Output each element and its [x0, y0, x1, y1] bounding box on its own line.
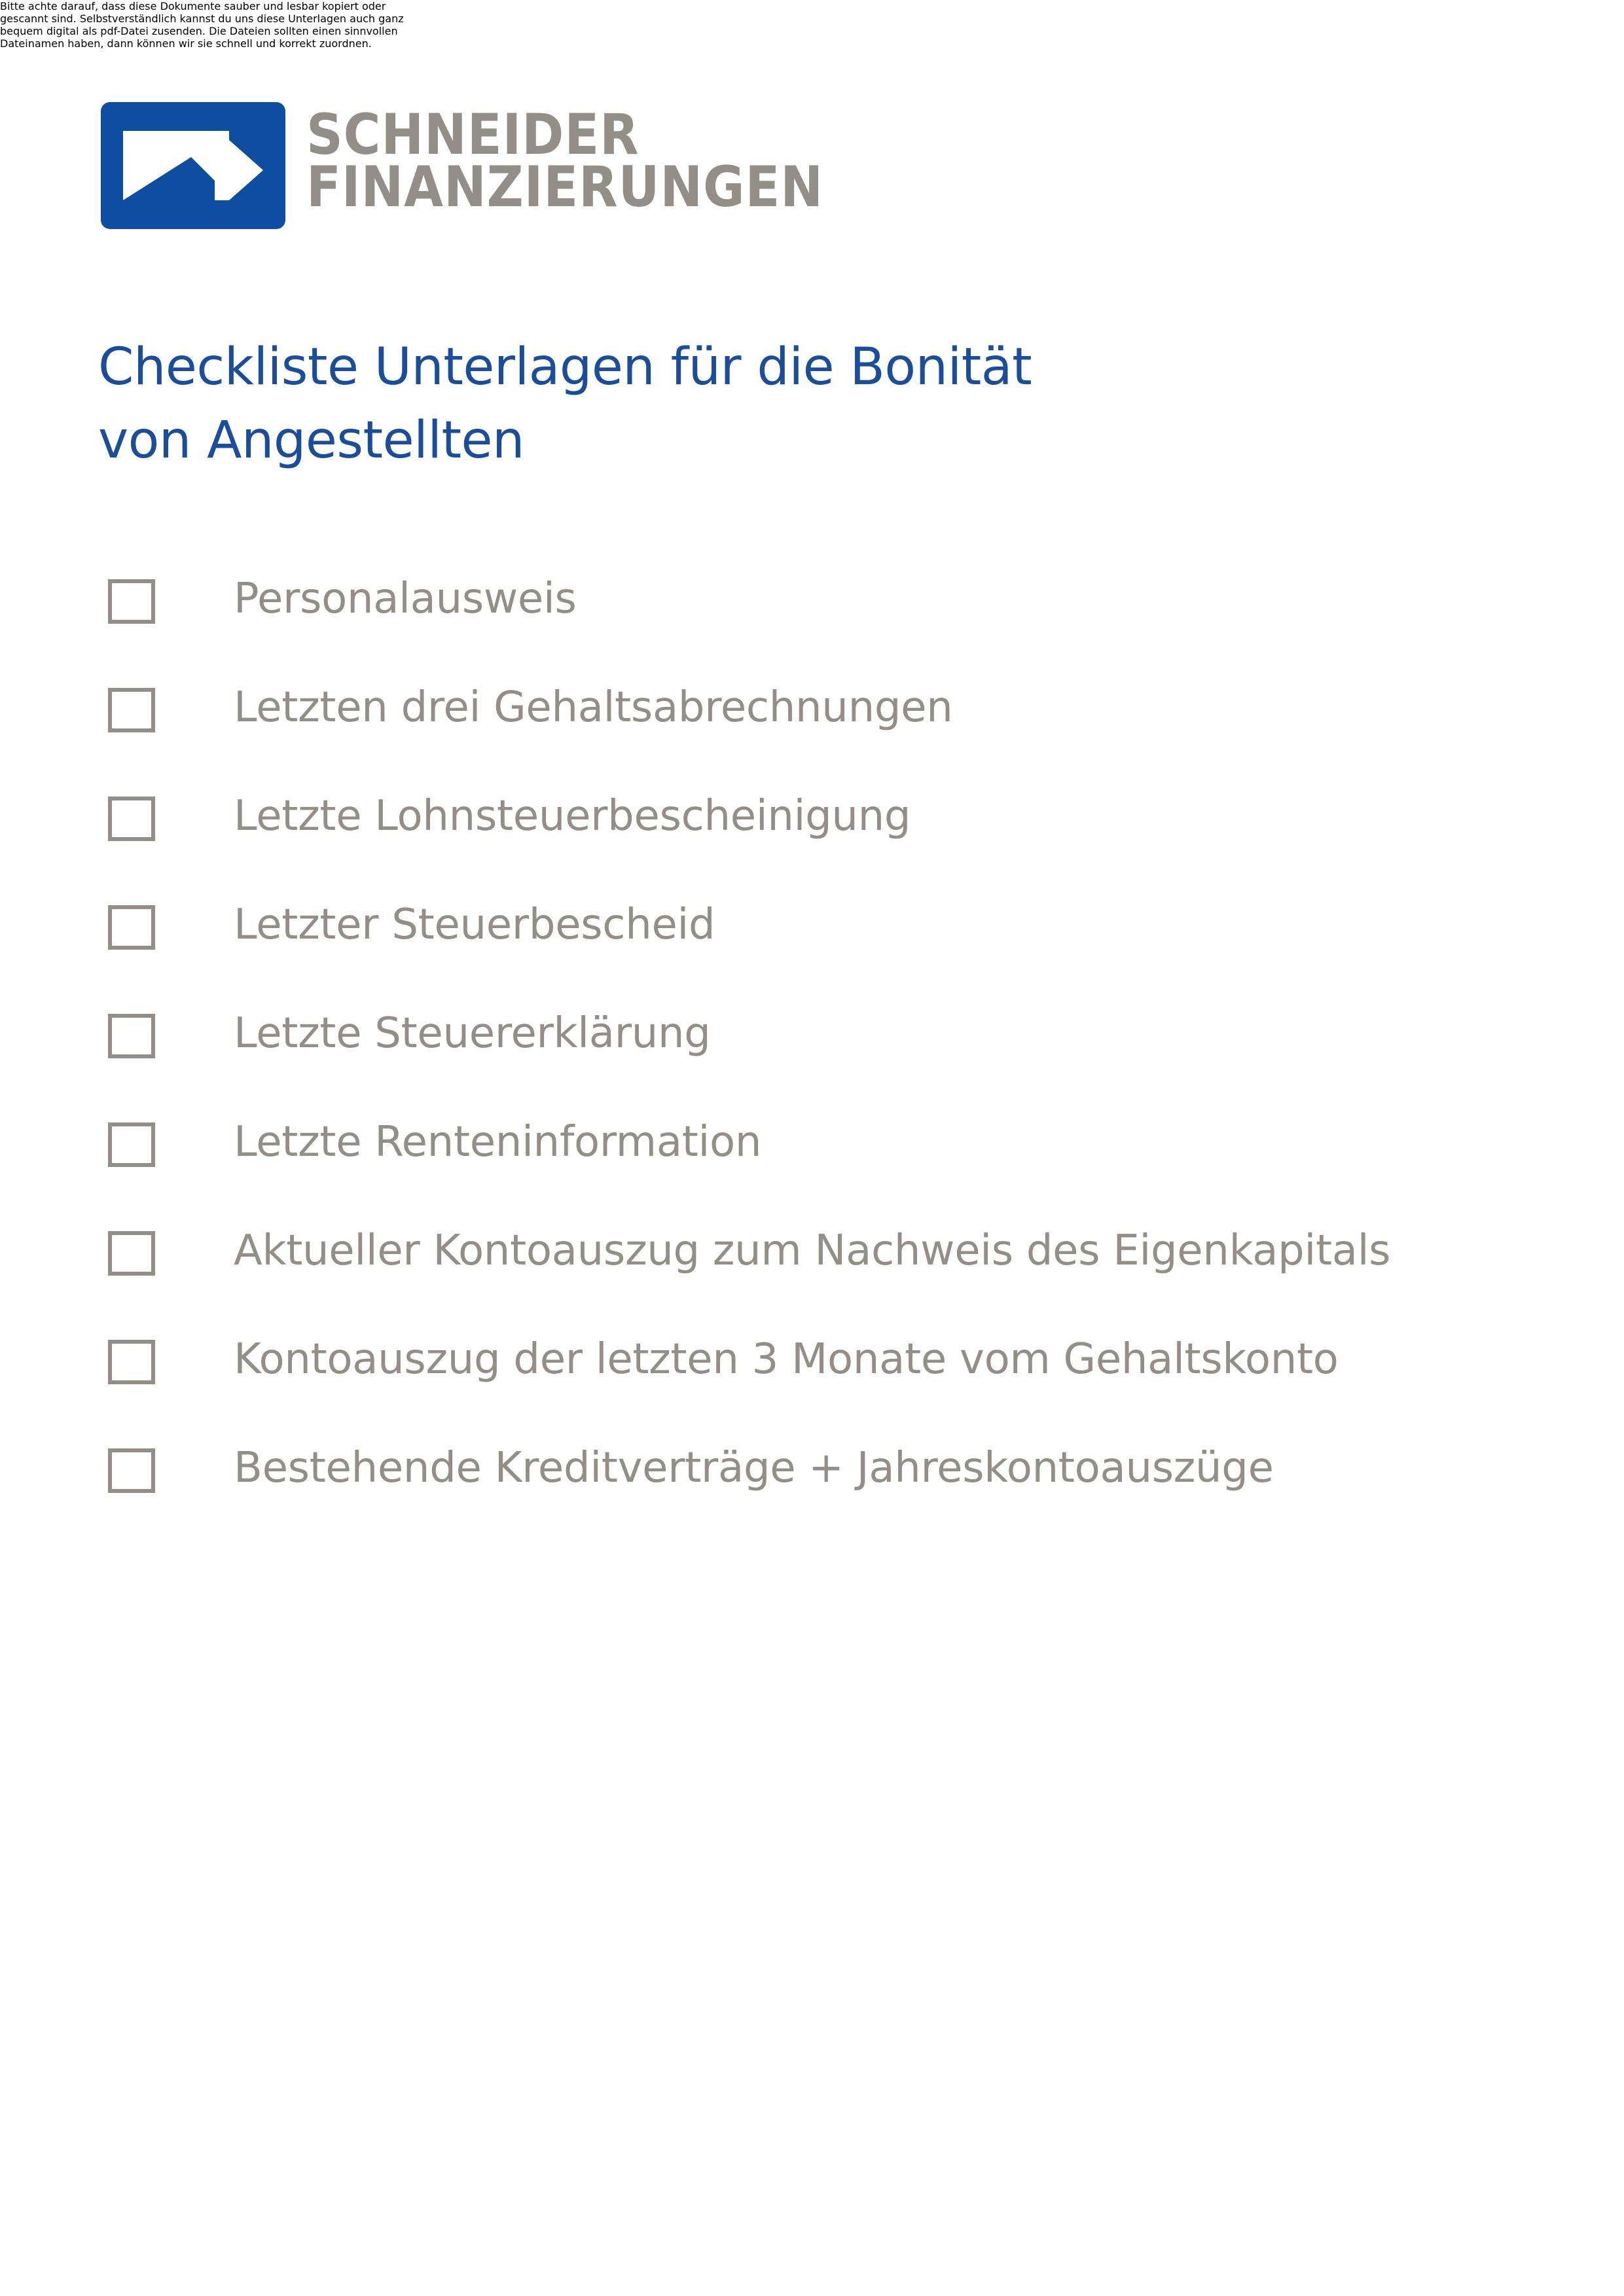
checklist-item-label: Aktueller Kontoauszug zum Nachweis des Eigenkapitals [234, 1227, 1391, 1275]
checkbox[interactable] [108, 905, 155, 950]
company-logo [101, 102, 827, 233]
checklist-item-label: Kontoauszug der letzten 3 Monate vom Gehaltskonto [234, 1335, 1339, 1384]
checklist-item[interactable] [108, 1116, 1548, 1225]
page-title-line-2: von Angestellten [98, 411, 524, 470]
checklist-item-label: Letzte Renteninformation [234, 1118, 762, 1166]
checkbox[interactable] [108, 579, 155, 624]
checklist-item-label: Letzter Steuerbescheid [234, 901, 715, 949]
checklist-item-label: Letzten drei Gehaltsabrechnungen [234, 683, 953, 732]
document-checklist [108, 573, 1548, 1551]
page-title [98, 331, 1032, 477]
checklist-item-label: Letzte Steuererklärung [234, 1009, 711, 1058]
checkbox[interactable] [108, 1231, 155, 1276]
checkbox[interactable] [108, 1122, 155, 1167]
note-line: gescannt sind. Selbstverständlich kannst du uns diese Unterlagen auch ganz [0, 12, 404, 25]
logo-wordmark [306, 102, 823, 220]
checklist-item[interactable] [108, 899, 1548, 1007]
checklist-item[interactable] [108, 1007, 1548, 1116]
page-title-line-1: Checkliste Unterlagen für die Bonität [98, 338, 1032, 397]
logo-line-2: FINANZIERUNGEN [306, 154, 823, 220]
checklist-item-label: Personalausweis [234, 575, 577, 623]
checklist-item[interactable] [108, 1333, 1548, 1442]
checklist-item[interactable] [108, 790, 1548, 899]
checkbox[interactable] [108, 797, 155, 841]
checkbox[interactable] [108, 688, 155, 732]
logo-line-1: SCHNEIDER [306, 102, 640, 168]
checkbox[interactable] [108, 1448, 155, 1493]
checklist-item[interactable] [108, 1225, 1548, 1333]
logo-mark-icon [101, 102, 285, 229]
checkbox[interactable] [108, 1014, 155, 1058]
note-line: bequem digital als pdf-Datei zusenden. Die Dateien sollten einen sinnvollen [0, 25, 398, 37]
checkbox[interactable] [108, 1340, 155, 1384]
note-line: Dateinamen haben, dann können wir sie schnell und korrekt zuordnen. [0, 37, 372, 50]
checklist-item[interactable] [108, 573, 1548, 681]
checklist-item-label: Bestehende Kreditverträge + Jahreskontoauszüge [234, 1444, 1274, 1492]
note-line: Bitte achte darauf, dass diese Dokumente sauber und lesbar kopiert oder [0, 0, 386, 12]
checklist-item-label: Letzte Lohnsteuerbescheinigung [234, 792, 911, 840]
checklist-item[interactable] [108, 1442, 1548, 1551]
checklist-item[interactable] [108, 681, 1548, 790]
